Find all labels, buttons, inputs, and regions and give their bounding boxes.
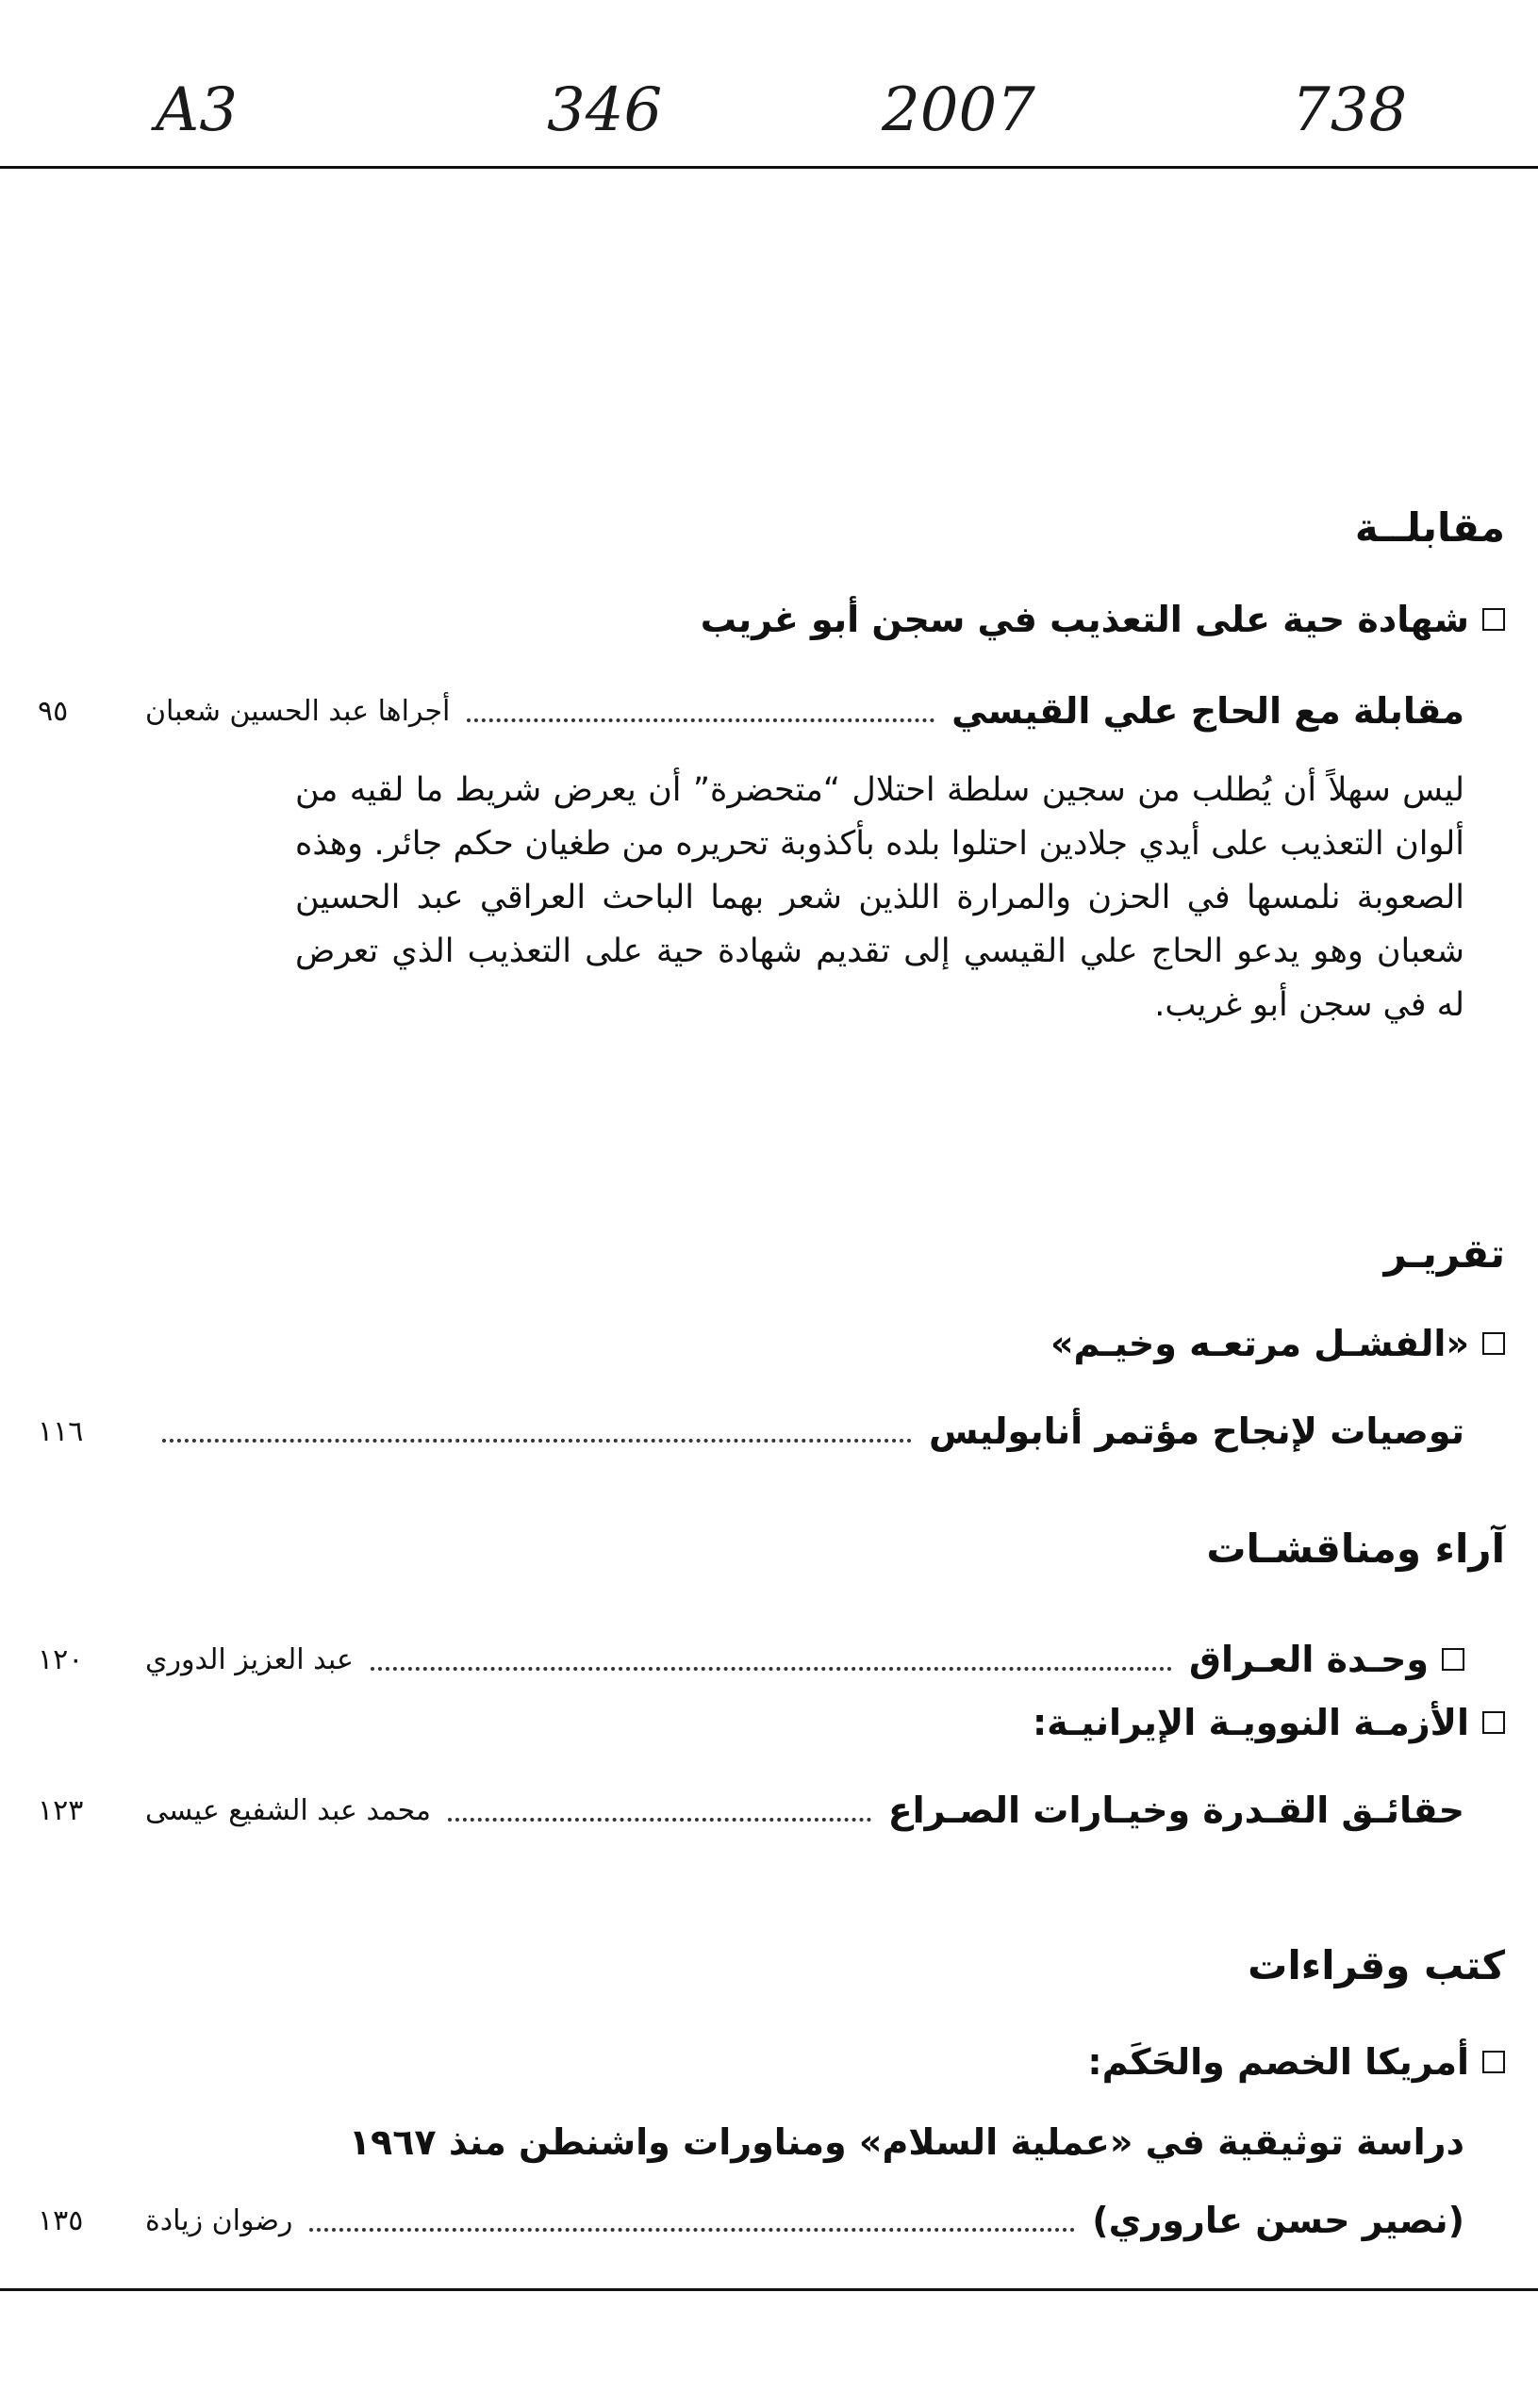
section-title-books: كتب وقراءات [1248,1942,1505,1988]
toc-entry-opinions-2 [38,1782,1464,1839]
toc-entry-opinions-1 [38,1631,1464,1688]
toc-entry-books [38,2192,1464,2249]
entry-title: وحـدة العـراق [1189,1639,1429,1680]
leader-dots [309,2228,1075,2232]
toc-entry-report [38,1403,1464,1460]
entry-page: ١٢٣ [38,1793,84,1827]
handwritten-year: 2007 [882,75,1035,145]
checkbox-icon [1482,608,1505,631]
handwritten-number: 738 [1292,75,1408,145]
entry-page: ١١٦ [38,1414,84,1448]
checkbox-icon [1482,1332,1505,1355]
entry-title: توصيات لإنجاح مؤتمر أنابوليس [929,1410,1464,1452]
item-title-text: أمريكا الخصم والحَكَم: [1087,2041,1469,2083]
item-title-opinions-2 [1033,1702,1505,1743]
item-title-report [1050,1323,1505,1364]
entry-author: رضوان زيادة [145,2203,293,2237]
checkbox-icon [1482,2051,1505,2073]
leader-dots [448,1818,871,1822]
checkbox-icon [1442,1648,1464,1671]
item-title-interview [701,599,1505,640]
handwritten-code: A3 [156,75,238,145]
leader-dots [371,1667,1172,1671]
entry-title: (نصير حسن عاروري) [1092,2200,1464,2241]
entry-page: ١٢٠ [38,1642,84,1676]
entry-page: ١٣٥ [38,2203,84,2237]
bottom-rule [0,2288,1538,2291]
entry-title: مقابلة مع الحاج علي القيسي [951,690,1464,732]
item-title-text: شهادة حية على التعذيب في سجن أبو غريب [700,599,1469,640]
entry-page: ٩٥ [38,694,69,728]
section-title-report: تقريـر [1383,1230,1505,1277]
entry-title: حقائـق القـدرة وخيـارات الصـراع [887,1790,1464,1831]
section-title-interview: مقابلــة [1354,504,1505,551]
book-subtitle: دراسة توثيقية في «عملية السلام» ومناورات واشنطن منذ ١٩٦٧ [348,2121,1464,2163]
entry-author: عبد العزيز الدوري [145,1642,354,1676]
entry-author: أجراها عبد الحسين شعبان [145,694,451,728]
item-title-text: الأزمـة النوويـة الإيرانيـة: [1032,1702,1469,1743]
item-title-text: «الفشـل مرتعـه وخيـم» [1050,1323,1469,1364]
abstract-interview: ليس سهلاً أن يُطلب من سجين سلطة احتلال “متحضرة” أن يعرض شريط ما لقيه من ألوان التعذيب على أيدي جلادين احتلوا بلده بأكذوبة تحريره من طغيان حكم جائر. وهذه الصعوبة نلمسها في الحزن والمرارة اللذين شعر بهما الباحث العراقي عبد الحسين شعبان وهو يدعو الحاج علي القيسي إلى تقديم شهادة حية على التعذيب الذي تعرض له في سجن أبو غريب. [295,771,1464,1024]
section-title-opinions: آراء ومناقشـات [1206,1526,1505,1572]
entry-title-group [1189,1639,1464,1680]
leader-dots [467,718,934,722]
item-title-books [1087,2041,1505,2083]
handwritten-volume: 346 [547,75,663,145]
leader-dots [162,1439,912,1443]
toc-entry-interview [38,683,1464,739]
checkbox-icon [1482,1711,1505,1734]
entry-author: محمد عبد الشفيع عيسى [145,1793,431,1827]
